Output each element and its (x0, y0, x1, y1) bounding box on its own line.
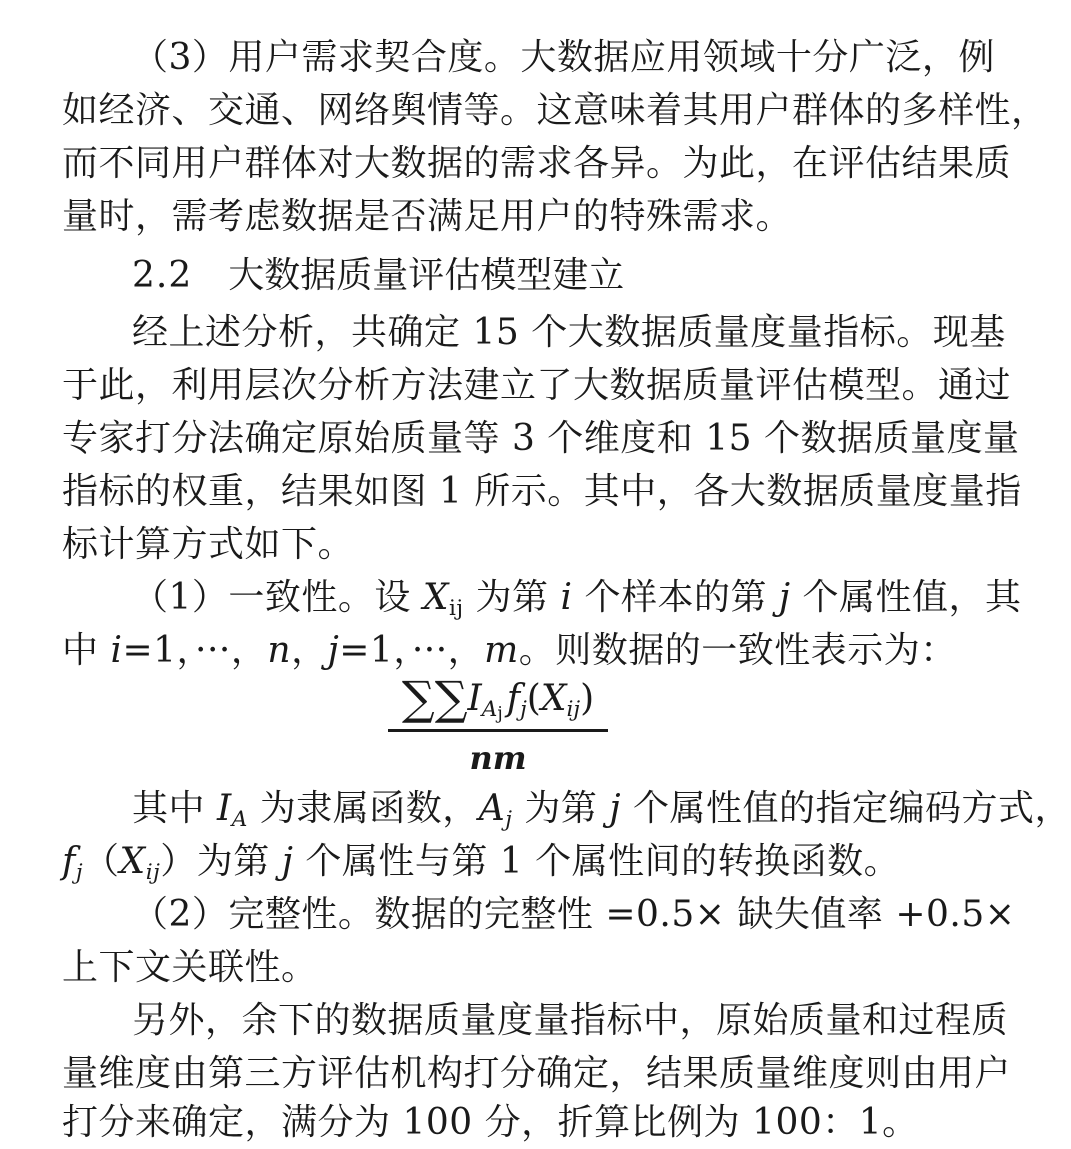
paragraph-line: 另外，余下的数据质量度量指标中，原始质量和过程质 (132, 1000, 1009, 1041)
section-title: 大数据质量评估模型建立 (228, 255, 625, 296)
var-j: j (778, 577, 791, 618)
explanation-line-1: 其中 $I_A$ 为隶属函数，$A_j$ 为第 j 个属性值的指定编码方式， (132, 788, 1071, 832)
section-heading (132, 250, 624, 302)
paragraph-line: 标计算方式如下。 (62, 524, 355, 565)
consistency-line-2: 中 i=1，···，n，j=1，···，m。则数据的一致性表示为： (62, 630, 957, 671)
paragraph-line: 上下文关联性。 (62, 947, 318, 988)
paragraph-line: 量时，需考虑数据是否满足用户的特殊需求。 (62, 196, 793, 237)
var-x: X (422, 577, 449, 618)
var-i: i (560, 577, 573, 618)
consistency-formula (388, 670, 608, 780)
paragraph-line: 而不同用户群体对大数据的需求各异。为此，在评估结果质 (62, 143, 1012, 184)
explanation-line-2: $f_j(X_{ij})$为第 j 个属性与第 1 个属性间的转换函数。 (62, 841, 901, 885)
paragraph-line: 如经济、交通、网络舆情等。这意味着其用户群体的多样性， (62, 90, 1048, 131)
paragraph-line: （3）用户需求契合度。大数据应用领域十分广泛，例 (132, 37, 995, 78)
double-sum-symbol: ∑∑ (401, 671, 468, 725)
paragraph-line: 于此，利用层次分析方法建立了大数据质量评估模型。通过 (62, 365, 1012, 406)
formula-denominator: nm (469, 739, 527, 777)
formula-numerator: $\sum\sum I_{A_j}$ $f_j(X_{ij})$ (401, 671, 595, 725)
paragraph-line: 经上述分析，共确定 15 个大数据质量度量指标。现基 (132, 312, 1006, 353)
paragraph-line: （2）完整性。数据的完整性 =0.5× 缺失值率 +0.5× (132, 894, 1016, 935)
fraction-bar (388, 729, 608, 732)
section-number: 2.2 (132, 255, 193, 296)
paragraph-line: 专家打分法确定原始质量等 3 个维度和 15 个数据质量度量 (62, 418, 1020, 459)
paragraph-line: 打分来确定，满分为 100 分，折算比例为 100：1。 (62, 1102, 919, 1143)
paragraph-line: 指标的权重，结果如图 1 所示。其中，各大数据质量度量指 (62, 471, 1022, 512)
paragraph-line: 量维度由第三方评估机构打分确定，结果质量维度则由用户 (62, 1053, 1012, 1094)
consistency-line-1: （1）一致性。设 $X_{ij}$ 为第 i 个样本的第 j 个属性值，其 (132, 577, 1022, 621)
